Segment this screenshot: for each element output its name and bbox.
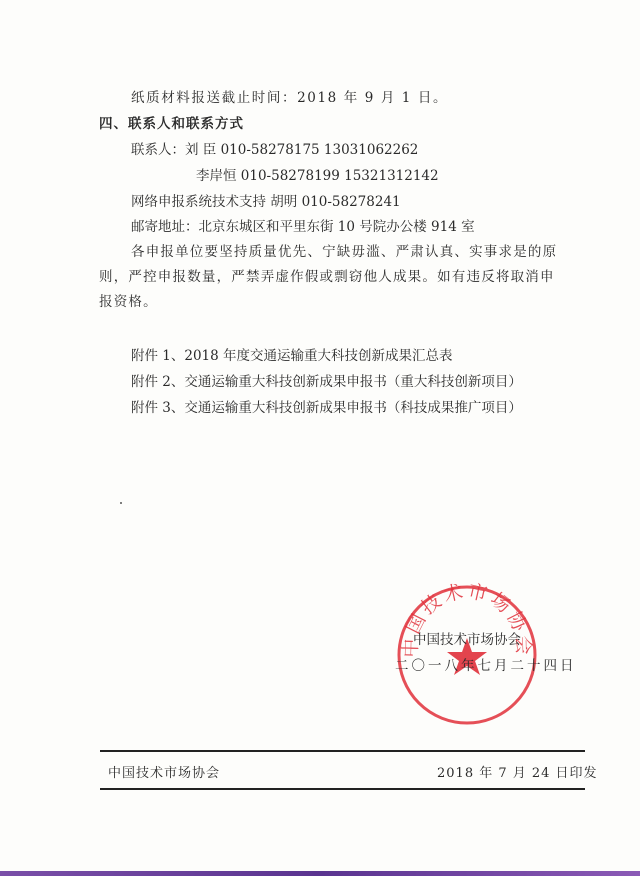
attachment-2: 附件 2、交通运输重大科技创新成果申报书（重大科技创新项目） <box>131 374 522 390</box>
footer-top-rule <box>100 750 585 752</box>
footer-org: 中国技术市场协会 <box>108 766 221 781</box>
footer-bottom-rule <box>100 788 585 790</box>
attachment-1: 附件 1、2018 年度交通运输重大科技创新成果汇总表 <box>131 348 453 364</box>
tech-support-line: 网络申报系统技术支持 胡明 010-58278241 <box>131 194 401 210</box>
scan-edge <box>0 871 640 876</box>
address-line: 邮寄地址：北京东城区和平里东街 10 号院办公楼 914 室 <box>131 219 475 235</box>
speck-mark <box>120 502 122 504</box>
deadline-line: 纸质材料报送截止时间：2018 年 9 月 1 日。 <box>131 90 449 106</box>
contact-line-1: 联系人：刘 臣 010-58278175 13031062262 <box>131 142 419 158</box>
attachment-3: 附件 3、交通运输重大科技创新成果申报书（科技成果推广项目） <box>131 400 522 416</box>
signature-org: 中国技术市场协会 <box>413 632 521 648</box>
section-heading: 四、联系人和联系方式 <box>99 116 244 132</box>
signature-date: 二〇一八年七月二十四日 <box>395 658 577 674</box>
official-seal <box>392 580 542 730</box>
contact-line-2: 李岸恒 010-58278199 15321312142 <box>196 168 439 184</box>
notice-paragraph: 各申报单位要坚持质量优先、宁缺毋滥、严肃认真、实事求是的原则，严控申报数量，严禁弄虚作假或剽窃他人成果。如有违反将取消申报资格。 <box>99 244 558 310</box>
footer-date: 2018 年 7 月 24 日印发 <box>437 766 598 781</box>
seal-text: 中国技术市场协会 <box>399 580 535 658</box>
